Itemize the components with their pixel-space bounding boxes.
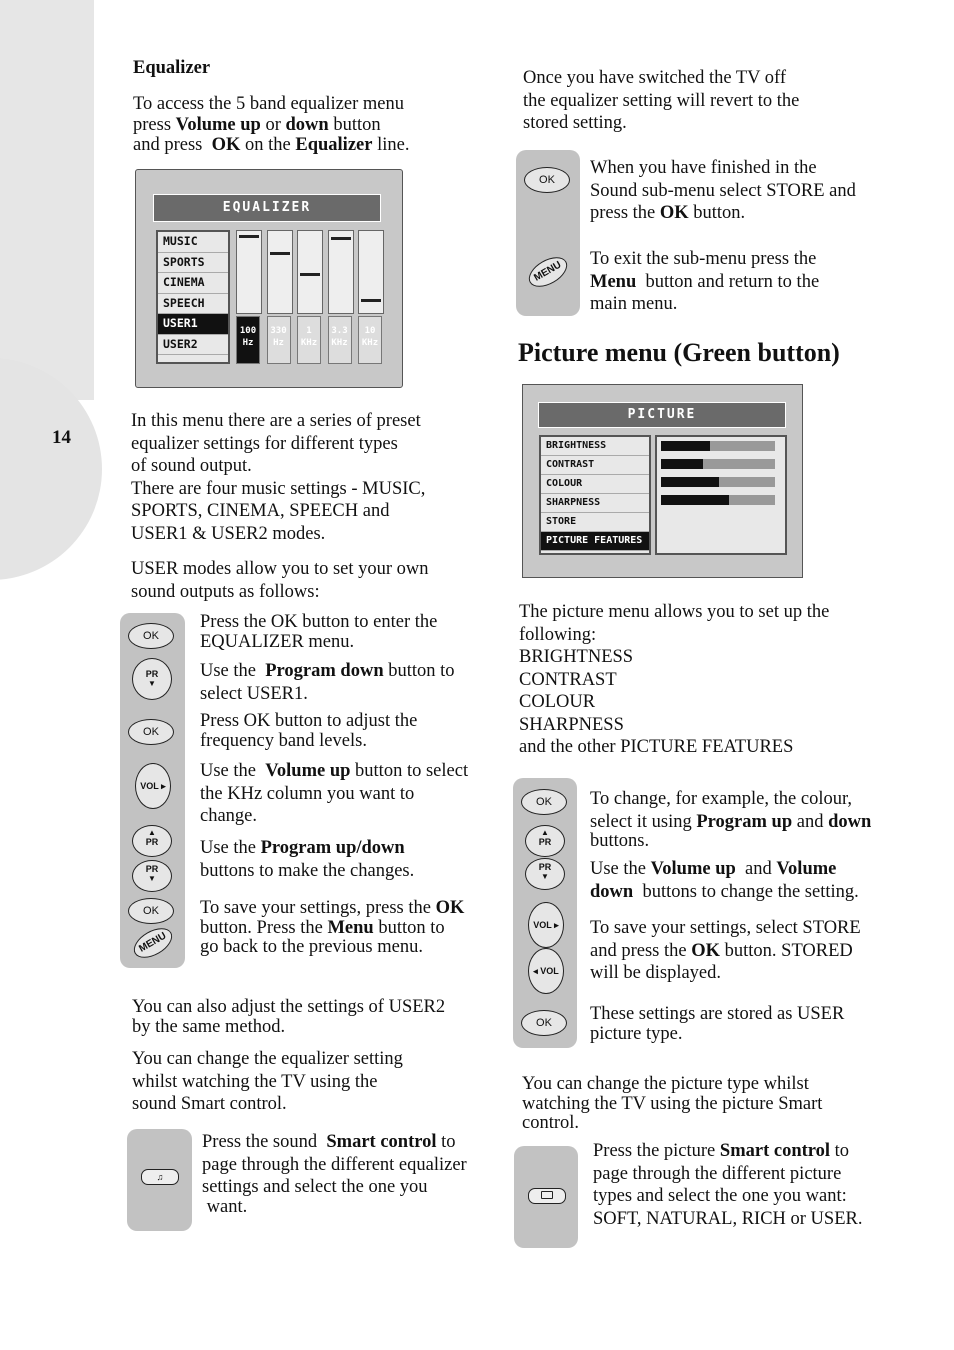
band-unit: Hz <box>242 338 254 348</box>
text: to <box>436 1132 456 1152</box>
text-line: types and select the one you want: <box>593 1186 847 1206</box>
vol-label: VOL <box>540 966 559 976</box>
ok-button[interactable]: OK <box>521 789 567 815</box>
text-line: When you have finished in the <box>590 158 817 178</box>
picture-setting-item[interactable]: BRIGHTNESS <box>541 437 649 456</box>
pr-down-button[interactable] <box>132 860 172 892</box>
text-line: You can change the picture type whilst <box>522 1074 809 1094</box>
text: and <box>792 811 829 832</box>
ok-button[interactable]: OK <box>524 167 570 193</box>
text-bold: down <box>828 811 872 832</box>
text: press <box>133 114 176 135</box>
text-line <box>590 881 910 904</box>
text-line: buttons. <box>590 831 650 851</box>
text-bold: Volume <box>776 859 837 879</box>
remote-strip-sound-smart <box>127 1129 192 1231</box>
picture-setting-item[interactable]: PICTURE FEATURES <box>541 532 649 551</box>
vol-label: VOL <box>533 920 552 930</box>
band-frequency: 330 <box>270 326 287 336</box>
text-line: equalizer settings for different types <box>131 433 398 454</box>
text-bold: OK <box>691 940 720 961</box>
step-adjust-bands <box>200 710 500 752</box>
band-unit: KHz <box>300 338 318 348</box>
equalizer-band-slider[interactable] <box>236 230 262 314</box>
equalizer-change-text <box>132 1048 492 1116</box>
vol-up-button[interactable] <box>135 763 171 809</box>
vol-down-button[interactable] <box>528 948 564 994</box>
text-line: the equalizer setting will revert to the <box>523 90 800 111</box>
text-line: USER1 & USER2 modes. <box>131 523 326 544</box>
ok-button[interactable]: OK <box>128 719 174 745</box>
band-frequency: 3.3 <box>331 326 348 336</box>
equalizer-band-label <box>297 316 321 364</box>
text-line: SPORTS, CINEMA, SPEECH and <box>131 501 390 521</box>
picture-level-bar[interactable] <box>661 495 775 505</box>
text-line: go back to the previous menu. <box>200 937 423 957</box>
picture-setting-item[interactable]: CONTRAST <box>541 456 649 475</box>
text: or <box>260 114 286 135</box>
band-unit: KHz <box>361 338 379 348</box>
equalizer-band-slider[interactable] <box>267 230 293 314</box>
equalizer-heading: Equalizer <box>133 58 211 78</box>
text-line: To access the 5 band equalizer menu <box>133 94 404 114</box>
text: button <box>328 114 381 135</box>
up-arrow-icon: ▲ <box>148 828 156 837</box>
text-line: the KHz column you want to <box>200 783 415 804</box>
ok-button[interactable]: OK <box>128 623 174 649</box>
picture-change-text <box>522 1073 902 1135</box>
text-line: SOFT, NATURAL, RICH or USER. <box>593 1208 863 1229</box>
text-line <box>590 271 910 294</box>
equalizer-intro <box>131 410 471 545</box>
text-bold: Equalizer <box>295 135 373 155</box>
store-text <box>590 157 910 225</box>
text-line <box>200 837 500 860</box>
equalizer-band-level <box>239 235 259 238</box>
pr-label: PR <box>145 669 159 679</box>
equalizer-mode-item[interactable]: SPORTS <box>158 253 228 274</box>
right-arrow-icon: ▸ <box>554 920 559 930</box>
text-line: You can also adjust the settings of USER2 <box>132 997 446 1017</box>
text-bold: Menu <box>327 917 374 938</box>
equalizer-mode-item[interactable]: CINEMA <box>158 273 228 294</box>
text-line: To change, for example, the colour, <box>590 789 852 809</box>
text-line <box>590 940 910 963</box>
equalizer-mode-list <box>156 230 230 364</box>
pr-up-button[interactable] <box>525 825 565 857</box>
text: and press <box>133 135 212 155</box>
page-margin-band <box>0 0 94 400</box>
text: button. <box>688 203 746 223</box>
text: Use the <box>200 761 266 781</box>
text-line: To exit the sub-menu press the <box>590 249 817 269</box>
equalizer-band-level <box>270 252 290 255</box>
picture-level-fill <box>661 495 729 505</box>
picture-setting-item[interactable]: STORE <box>541 513 649 532</box>
text-line: main menu. <box>590 294 678 314</box>
left-arrow-icon: ◂ <box>533 966 538 976</box>
up-arrow-icon: ▲ <box>541 828 549 837</box>
band-unit: KHz <box>331 338 348 348</box>
text-line: watching the TV using the picture Smart <box>522 1093 823 1114</box>
text-line: buttons to make the changes. <box>200 860 415 881</box>
text-bold: Menu <box>590 271 637 292</box>
text: line. <box>372 135 410 155</box>
text-line: Sound sub-menu select STORE and <box>590 180 856 201</box>
vol-up-button[interactable] <box>528 902 564 948</box>
text-line: want. <box>202 1196 248 1217</box>
text-line: picture type. <box>590 1023 683 1044</box>
exit-text <box>590 248 910 316</box>
band-frequency: 1 <box>306 326 312 336</box>
ok-button[interactable]: OK <box>521 1010 567 1036</box>
text-line: COLOUR <box>519 692 596 712</box>
text-line: Press OK button to adjust the <box>200 711 418 731</box>
music-note-icon: ♫ <box>156 1172 164 1182</box>
vol-label: VOL <box>140 781 159 791</box>
remote-strip-equalizer <box>120 613 185 968</box>
text-line: These settings are stored as USER <box>590 1004 845 1024</box>
equalizer-band-slider[interactable] <box>358 230 384 314</box>
text: Press the sound <box>202 1132 327 1152</box>
pr-down-button[interactable] <box>525 858 565 890</box>
text: to <box>830 1141 850 1161</box>
text: buttons to change the setting. <box>633 881 859 902</box>
text: button to <box>373 917 445 938</box>
text-line <box>133 114 473 137</box>
pr-up-button[interactable] <box>132 825 172 857</box>
text: button. STORED <box>720 940 853 961</box>
step-make-changes <box>200 837 500 882</box>
equalizer-band-level <box>331 237 351 240</box>
text-bold: Program up <box>696 811 793 832</box>
equalizer-mode-item[interactable]: SPEECH <box>158 294 228 315</box>
picture-level-panel <box>655 435 787 555</box>
picture-menu-heading: Picture menu (Green button) <box>518 338 840 367</box>
pr-down-button[interactable] <box>132 658 172 700</box>
text-line <box>593 1140 913 1163</box>
text: To save your settings, press the <box>200 898 436 918</box>
text-line: change. <box>200 806 258 826</box>
picture-level-fill <box>661 459 703 469</box>
band-frequency: 100 <box>239 326 257 336</box>
step-select-colour <box>590 788 910 853</box>
text-line <box>202 1131 502 1154</box>
text-line: of sound output. <box>131 456 252 476</box>
equalizer-band-slider[interactable] <box>297 230 323 314</box>
step-enter-equalizer <box>200 611 500 653</box>
right-arrow-icon: ▸ <box>161 781 166 791</box>
sound-smart-button[interactable] <box>141 1169 179 1185</box>
pr-label: PR <box>538 862 552 872</box>
pr-label: PR <box>145 837 159 847</box>
text-line: The picture menu allows you to set up the <box>519 602 830 622</box>
step-select-user1 <box>200 660 500 705</box>
text: button to <box>383 661 455 681</box>
text: button. Press the <box>200 917 328 938</box>
text-line: following: <box>519 624 597 645</box>
text: and <box>735 859 777 879</box>
remote-strip-picture <box>513 778 577 1048</box>
equalizer-mode-item[interactable]: MUSIC <box>158 232 228 253</box>
equalizer-band-level <box>300 273 320 276</box>
band-frequency: 10 <box>364 326 376 336</box>
text: Use the <box>590 859 651 879</box>
text: Use the <box>200 838 261 858</box>
text: Use the <box>200 661 266 681</box>
text-line: Once you have switched the TV off <box>523 68 787 88</box>
down-arrow-icon: ▼ <box>148 874 156 883</box>
text-line: BRIGHTNESS <box>519 647 634 667</box>
text-bold: Smart control <box>719 1141 831 1161</box>
equalizer-band-label <box>358 316 382 364</box>
text: button and return to the <box>636 271 820 292</box>
text: press the <box>590 203 660 223</box>
text-line: sound Smart control. <box>132 1094 287 1114</box>
text-bold: OK <box>435 898 465 918</box>
text-bold: Volume up <box>650 859 736 879</box>
picture-screen <box>522 384 803 578</box>
text-line: will be displayed. <box>590 963 722 983</box>
text-line <box>200 760 505 783</box>
text-line: and the other PICTURE FEATURES <box>519 737 794 757</box>
equalizer-access-text <box>133 93 473 157</box>
text-line <box>590 858 910 881</box>
text-line: EQUALIZER menu. <box>200 631 355 652</box>
text-bold: Program down <box>265 661 384 681</box>
text-line: select USER1. <box>200 683 308 704</box>
step-select-column <box>200 760 505 828</box>
text-bold: Volume up <box>175 114 261 135</box>
text-bold: down <box>285 114 329 135</box>
equalizer-band-label <box>328 316 352 364</box>
equalizer-band-label <box>236 316 260 364</box>
picture-level-fill <box>661 441 710 451</box>
equalizer-band-level <box>361 299 381 302</box>
picture-setting-list <box>539 435 651 555</box>
band-unit: Hz <box>273 338 284 348</box>
remote-strip-store <box>516 150 580 316</box>
text-line: whilst watching the TV using the <box>132 1071 378 1092</box>
down-arrow-icon: ▼ <box>148 679 156 688</box>
picture-allows-text <box>519 601 899 759</box>
text-bold: Smart control <box>326 1132 437 1152</box>
equalizer-band-slider[interactable] <box>328 230 354 314</box>
down-arrow-icon: ▼ <box>541 872 549 881</box>
menu-button[interactable]: MENU <box>129 922 177 964</box>
text-line: There are four music settings - MUSIC, <box>131 478 426 499</box>
text: Press the picture <box>593 1141 720 1161</box>
picture-level-bar[interactable] <box>661 441 775 451</box>
text-line: settings and select the one you <box>202 1177 428 1197</box>
text-line: In this menu there are a series of preset <box>131 411 421 431</box>
text-line <box>590 202 910 225</box>
text-line: SHARPNESS <box>519 714 624 735</box>
text: select it using <box>590 811 697 832</box>
text-line: by the same method. <box>132 1016 286 1037</box>
screen-icon <box>541 1191 553 1199</box>
text-bold: down <box>590 881 634 902</box>
text-line: page through the different picture <box>593 1163 842 1184</box>
step-user-picture-type <box>590 1003 910 1045</box>
text: button to select <box>350 761 469 781</box>
text-line: To save your settings, select STORE <box>590 918 861 938</box>
picture-smart-button[interactable] <box>528 1188 566 1204</box>
text-line: frequency band levels. <box>200 730 367 751</box>
pr-label: PR <box>145 864 159 874</box>
picture-setting-item[interactable]: SHARPNESS <box>541 494 649 513</box>
pr-label: PR <box>538 837 552 847</box>
equalizer-band-label <box>267 316 291 364</box>
ok-button[interactable]: OK <box>128 898 174 924</box>
text-line: control. <box>522 1113 580 1133</box>
sound-smart-text <box>202 1131 502 1218</box>
text-line: USER modes allow you to set your own <box>131 559 429 579</box>
step-save-settings <box>200 897 500 959</box>
equalizer-screen <box>135 169 403 388</box>
menu-button[interactable]: MENU <box>524 251 572 293</box>
picture-setting-item[interactable]: COLOUR <box>541 475 649 494</box>
step-change-setting <box>590 858 910 903</box>
text-line: Press the OK button to enter the <box>200 612 438 632</box>
text-bold: OK <box>659 203 689 223</box>
text-bold: OK <box>211 135 241 155</box>
text-line: CONTRAST <box>519 669 617 690</box>
picture-level-bar[interactable] <box>661 459 775 469</box>
text-line: sound outputs as follows: <box>131 581 320 602</box>
picture-level-fill <box>661 477 719 487</box>
remote-strip-picture-smart <box>514 1146 578 1248</box>
picture-level-bar[interactable] <box>661 477 775 487</box>
text-line: page through the different equalizer <box>202 1154 467 1175</box>
text: and press the <box>590 940 692 961</box>
text-line: You can change the equalizer setting <box>132 1049 403 1069</box>
user-modes-text <box>131 558 471 603</box>
equalizer-mode-item[interactable]: USER1 <box>158 314 228 335</box>
text-line <box>133 134 473 157</box>
equalizer-screen-title: EQUALIZER <box>153 194 381 222</box>
text-bold: Program up/down <box>260 838 405 858</box>
switched-off-text <box>523 67 883 135</box>
text-line: stored setting. <box>523 113 627 133</box>
text-line <box>200 660 500 683</box>
step-store-picture <box>590 917 910 985</box>
equalizer-mode-item[interactable]: USER2 <box>158 335 228 356</box>
text-bold: Volume up <box>265 761 351 781</box>
picture-smart-text <box>593 1140 913 1230</box>
user2-text <box>132 996 492 1038</box>
picture-screen-title: PICTURE <box>538 402 786 428</box>
page-number: 14 <box>52 427 71 448</box>
text: on the <box>240 135 296 155</box>
